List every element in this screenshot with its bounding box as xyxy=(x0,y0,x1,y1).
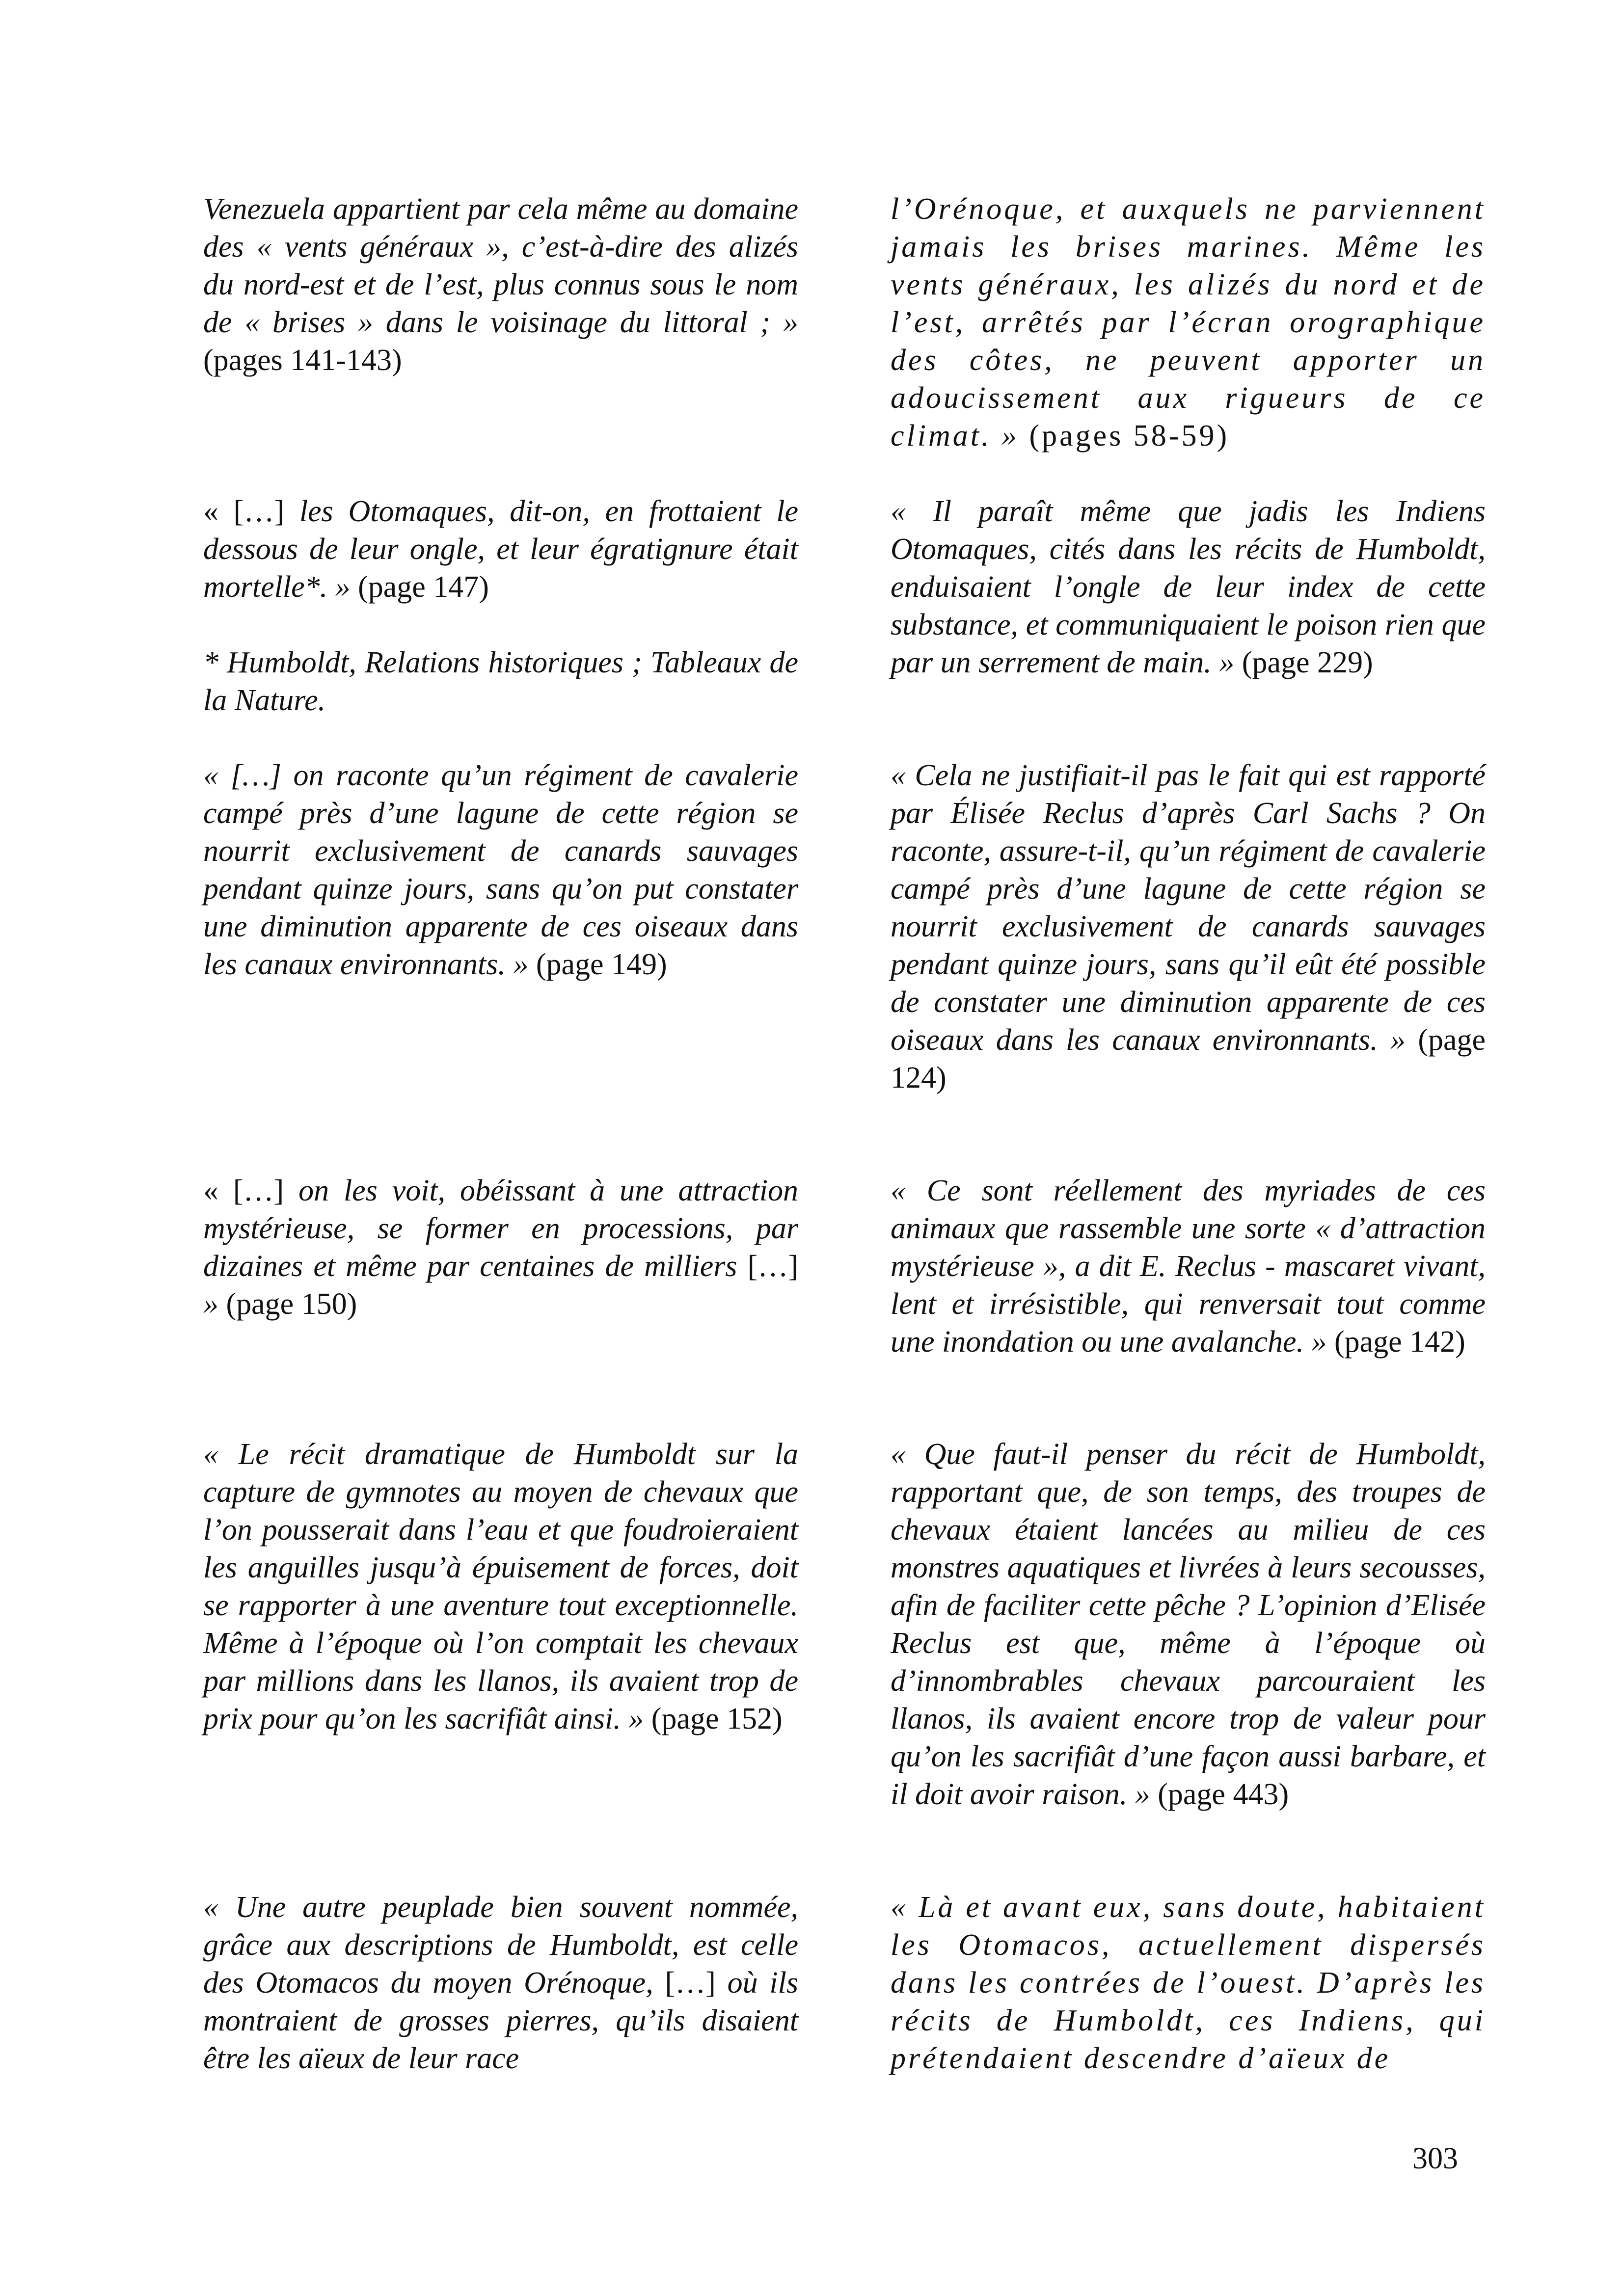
quote-text: « Là et avant eux, sans doute, habitaient les Otomacos, actuellement dispersés dans les contrées de l’ouest. D’après les récits de Humboldt, ces Indiens, qui prétendaient descendre d’aïeux de xyxy=(891,1891,1486,2075)
quote-text: « Une autre peuplade bien souvent nommée, grâce aux descriptions de Humboldt, est celle des Otomacos du moyen Orénoque, xyxy=(203,1891,798,2000)
right-passage-1 xyxy=(891,190,1486,455)
page-reference: (page 150) xyxy=(218,1287,357,1321)
footnote-text: * Humboldt, Relations historiques ; Tableaux de la Nature. xyxy=(203,646,798,717)
left-passage-4 xyxy=(203,1172,798,1323)
page-reference: (page 149) xyxy=(528,948,667,981)
quote-text: « Que faut-il penser du récit de Humboldt, rapportant que, de son temps, des troupes de chevaux étaient lancées au milieu de ces monstres aquatiques et livrées à leurs secousses, afin de faciliter cette pêche ? L’opinion d’Elisée Reclus est que, même à l’époque où d’innombrables chevaux parcouraient les llanos, ils avaient encore trop de valeur pour qu’on les sacrifiât d’une façon aussi barbare, et il doit avoir raison. » xyxy=(891,1438,1486,1811)
quote-text: « Ce sont réellement des myriades de ces animaux que rassemble une sorte « d’attraction mystérieuse », a dit E. Reclus - mascaret vivant, lent et irrésistible, qui renversait tout comme une inondation ou une avalanche. » xyxy=(891,1174,1486,1359)
quote-text: » xyxy=(203,1287,218,1321)
quote-text: où ils montraient de grosses pierres, qu’ils disaient être les aïeux de leur race xyxy=(203,1966,798,2075)
page-reference: (pages 58-59) xyxy=(1019,419,1230,453)
quote-text: l’Orénoque, et auxquels ne parviennent jamais les brises marines. Même les vents généraux, les alizés du nord et de l’est, arrêtés par l’écran orographique des côtes, ne peuvent apporter un adoucissement aux rigueurs de ce climat. » xyxy=(891,192,1486,453)
page-reference: (page 124) xyxy=(891,1023,1486,1095)
left-passage-2 xyxy=(203,493,798,606)
right-passage-2 xyxy=(891,493,1486,682)
footnote xyxy=(203,644,798,720)
right-passage-6 xyxy=(891,1889,1486,2078)
quote-text: on les voit, obéissant à une attraction mystérieuse, se former en processions, par dizaines et même par centaines de milliers xyxy=(203,1174,798,1283)
page-reference: (page 443) xyxy=(1150,1778,1289,1811)
quote-prefix: « […] xyxy=(203,1174,299,1207)
ellipsis-mark: […] xyxy=(653,1966,728,2000)
page-reference: (page 142) xyxy=(1326,1325,1465,1359)
page-reference: (page 152) xyxy=(644,1702,783,1735)
left-passage-6 xyxy=(203,1889,798,2078)
left-passage-3 xyxy=(203,757,798,984)
right-passage-3 xyxy=(891,757,1486,1097)
page-reference: (page 147) xyxy=(350,570,489,604)
ellipsis-mark: […] xyxy=(737,1250,799,1283)
quote-text: Venezuela appartient par cela même au domaine des « vents généraux », c’est-à-dire des alizés du nord-est et de l’est, plus connus sous le nom de « brises » dans le voisinage du littoral ; » xyxy=(203,192,798,339)
quote-prefix: « […] xyxy=(203,495,299,528)
page-number: 303 xyxy=(1412,2142,1458,2175)
quote-text: « Cela ne justifiait-il pas le fait qui est rapporté par Élisée Reclus d’après Carl Sachs ? On raconte, assure-t-il, qu’un régiment de cavalerie campé près d’une lagune de cette région se nourrit exclusivement de canards sauvages pendant quinze jours, sans qu’il eût été possible de constater une diminution apparente de ces oiseaux dans les canaux environnants. » xyxy=(891,759,1486,1057)
quote-text: « Le récit dramatique de Humboldt sur la capture de gymnotes au moyen de chevaux que l’on pousserait dans l’eau et que foudroieraient les anguilles jusqu’à épuisement de forces, doit se rapporter à une aventure tout exceptionnelle. Même à l’époque où l’on comptait les chevaux par millions dans les llanos, ils avaient trop de prix pour qu’on les sacrifiât ainsi. » xyxy=(203,1438,798,1735)
page-reference: (pages 141-143) xyxy=(203,344,402,377)
quote-text: « Il paraît même que jadis les Indiens Otomaques, cités dans les récits de Humboldt, enduisaient l’ongle de leur index de cette substance, et communiquaient le poison rien que par un serrement de main. » xyxy=(891,495,1486,679)
right-passage-5 xyxy=(891,1436,1486,1814)
quote-text: « […] on raconte qu’un régiment de cavalerie campé près d’une lagune de cette région se nourrit exclusivement de canards sauvages pendant quinze jours, sans qu’on put constater une diminution apparente de ces oiseaux dans les canaux environnants. » xyxy=(203,759,798,981)
page-reference: (page 229) xyxy=(1234,646,1373,679)
quote-text: les Otomaques, dit-on, en frottaient le dessous de leur ongle, et leur égratignure était mortelle*. » xyxy=(203,495,798,604)
left-passage-1 xyxy=(203,190,798,379)
left-passage-5 xyxy=(203,1436,798,1738)
right-passage-4 xyxy=(891,1172,1486,1361)
